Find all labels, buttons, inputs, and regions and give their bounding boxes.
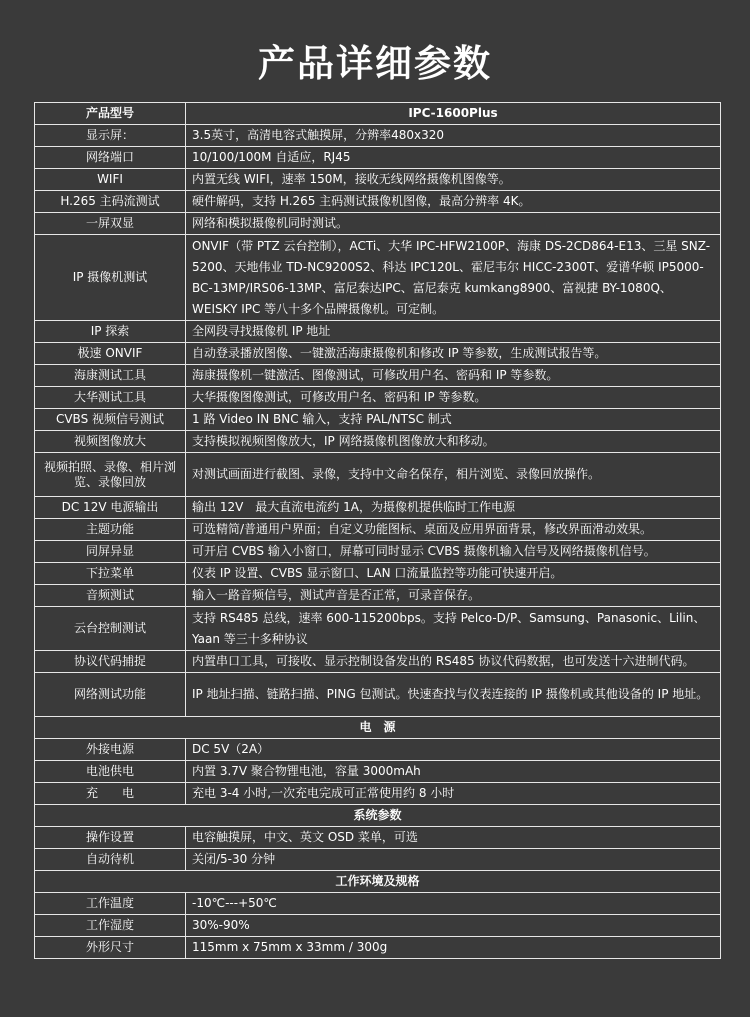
row-value: 内置串口工具，可接收、显示控制设备发出的 RS485 协议代码数据，也可发送十六进制代码。 <box>186 651 721 673</box>
table-row <box>35 783 721 805</box>
row-value: 关闭/5-30 分钟 <box>186 849 721 871</box>
page-title: 产品详细参数 <box>258 42 492 85</box>
table-row <box>35 147 721 169</box>
table-row <box>35 849 721 871</box>
row-value: 仪表 IP 设置、CVBS 显示窗口、LAN 口流量监控等功能可快速开启。 <box>186 563 721 585</box>
table-row <box>35 365 721 387</box>
row-label: 充 电 <box>35 783 186 805</box>
row-value: 可选精简/普通用户界面；自定义功能图标、桌面及应用界面背景，修改界面滑动效果。 <box>186 519 721 541</box>
row-label: 外形尺寸 <box>35 937 186 959</box>
table-row <box>35 519 721 541</box>
row-label: 网络测试功能 <box>35 673 186 717</box>
table-row <box>35 827 721 849</box>
section-row-power <box>35 717 721 739</box>
table-row <box>35 235 721 321</box>
section-row-system <box>35 805 721 827</box>
model-value-cell: IPC-1600Plus <box>186 103 721 125</box>
row-label: IP 探索 <box>35 321 186 343</box>
row-value: 1 路 Video IN BNC 输入，支持 PAL/NTSC 制式 <box>186 409 721 431</box>
row-label: 外接电源 <box>35 739 186 761</box>
row-value: 输出 12V 最大直流电流约 1A，为摄像机提供临时工作电源 <box>186 497 721 519</box>
table-row <box>35 541 721 563</box>
row-label: 海康测试工具 <box>35 365 186 387</box>
table-row <box>35 673 721 717</box>
row-value: 支持模拟视频图像放大，IP 网络摄像机图像放大和移动。 <box>186 431 721 453</box>
spec-table <box>34 102 721 959</box>
row-label: 工作湿度 <box>35 915 186 937</box>
row-label: 主题功能 <box>35 519 186 541</box>
row-value: 硬件解码，支持 H.265 主码测试摄像机图像，最高分辨率 4K。 <box>186 191 721 213</box>
row-label: CVBS 视频信号测试 <box>35 409 186 431</box>
row-value: 3.5英寸，高清电容式触摸屏，分辨率480x320 <box>186 125 721 147</box>
row-value: 网络和模拟摄像机同时测试。 <box>186 213 721 235</box>
table-row <box>35 497 721 519</box>
row-label: WIFI <box>35 169 186 191</box>
row-value: 可开启 CVBS 输入小窗口，屏幕可同时显示 CVBS 摄像机输入信号及网络摄像机信号。 <box>186 541 721 563</box>
table-row <box>35 915 721 937</box>
row-label: 视频图像放大 <box>35 431 186 453</box>
section-title-system: 系统参数 <box>35 805 721 827</box>
row-value: 大华摄像图像测试，可修改用户名、密码和 IP 等参数。 <box>186 387 721 409</box>
row-value: 对测试画面进行截图、录像，支持中文命名保存，相片浏览、录像回放操作。 <box>186 453 721 497</box>
row-value: 输入一路音频信号，测试声音是否正常，可录音保存。 <box>186 585 721 607</box>
table-row <box>35 431 721 453</box>
table-row <box>35 937 721 959</box>
table-row <box>35 103 721 125</box>
row-value: 支持 RS485 总线，速率 600-115200bps。支持 Pelco-D/P、Samsung、Panasonic、Lilin、Yaan 等三十多种协议 <box>186 607 721 651</box>
row-label: 电池供电 <box>35 761 186 783</box>
row-label: 视频拍照、录像、相片浏览、录像回放 <box>35 453 186 497</box>
header-label-cell: 产品型号 <box>35 103 186 125</box>
table-row <box>35 585 721 607</box>
row-label: 同屏异显 <box>35 541 186 563</box>
row-value: ONVIF（带 PTZ 云台控制），ACTi、大华 IPC-HFW2100P、海康 DS-2CD864-E13、三星 SNZ-5200、天地伟业 TD-NC9200S2、科达 IPC120L、霍尼韦尔 HICC-2300T、爱谱华顿 IP5000-BC-13MP/IRS06-13MP、富尼泰达IPC、富尼泰克 kumkang8900、富视捷 BY-1080Q、WEISKY IPC 等八十多个品牌摄像机。可定制。 <box>186 235 721 321</box>
row-label: DC 12V 电源输出 <box>35 497 186 519</box>
table-row <box>35 191 721 213</box>
section-title-power: 电 源 <box>35 717 721 739</box>
row-label: 下拉菜单 <box>35 563 186 585</box>
row-value: 30%-90% <box>186 915 721 937</box>
row-value: 充电 3-4 小时,一次充电完成可正常使用约 8 小时 <box>186 783 721 805</box>
row-label: 音频测试 <box>35 585 186 607</box>
table-row <box>35 739 721 761</box>
row-label: 极速 ONVIF <box>35 343 186 365</box>
table-row <box>35 453 721 497</box>
row-label: 一屏双显 <box>35 213 186 235</box>
row-value: 10/100/100M 自适应，RJ45 <box>186 147 721 169</box>
row-label: IP 摄像机测试 <box>35 235 186 321</box>
section-row-environment <box>35 871 721 893</box>
row-label: 操作设置 <box>35 827 186 849</box>
row-value: 海康摄像机一键激活、图像测试，可修改用户名、密码和 IP 等参数。 <box>186 365 721 387</box>
section-title-environment: 工作环境及规格 <box>35 871 721 893</box>
row-value: 115mm x 75mm x 33mm / 300g <box>186 937 721 959</box>
row-value: DC 5V（2A） <box>186 739 721 761</box>
table-row <box>35 321 721 343</box>
row-value: 全网段寻找摄像机 IP 地址 <box>186 321 721 343</box>
row-label: H.265 主码流测试 <box>35 191 186 213</box>
row-value: 自动登录播放图像、一键激活海康摄像机和修改 IP 等参数，生成测试报告等。 <box>186 343 721 365</box>
row-label: 显示屏： <box>35 125 186 147</box>
table-row <box>35 387 721 409</box>
table-row <box>35 563 721 585</box>
table-row <box>35 893 721 915</box>
row-label: 工作温度 <box>35 893 186 915</box>
table-row <box>35 607 721 651</box>
row-value: 内置 3.7V 聚合物锂电池，容量 3000mAh <box>186 761 721 783</box>
row-value: -10℃---+50℃ <box>186 893 721 915</box>
row-value: 内置无线 WIFI，速率 150M，接收无线网络摄像机图像等。 <box>186 169 721 191</box>
table-row <box>35 169 721 191</box>
table-row <box>35 125 721 147</box>
table-row <box>35 761 721 783</box>
row-label: 大华测试工具 <box>35 387 186 409</box>
row-label: 网络端口 <box>35 147 186 169</box>
row-label: 协议代码捕捉 <box>35 651 186 673</box>
table-row <box>35 213 721 235</box>
table-row <box>35 343 721 365</box>
table-row <box>35 651 721 673</box>
row-label: 自动待机 <box>35 849 186 871</box>
table-row <box>35 409 721 431</box>
row-value: 电容触摸屏，中文、英文 OSD 菜单，可选 <box>186 827 721 849</box>
row-label: 云台控制测试 <box>35 607 186 651</box>
row-value: IP 地址扫描、链路扫描、PING 包测试。快速查找与仪表连接的 IP 摄像机或其他设备的 IP 地址。 <box>186 673 721 717</box>
